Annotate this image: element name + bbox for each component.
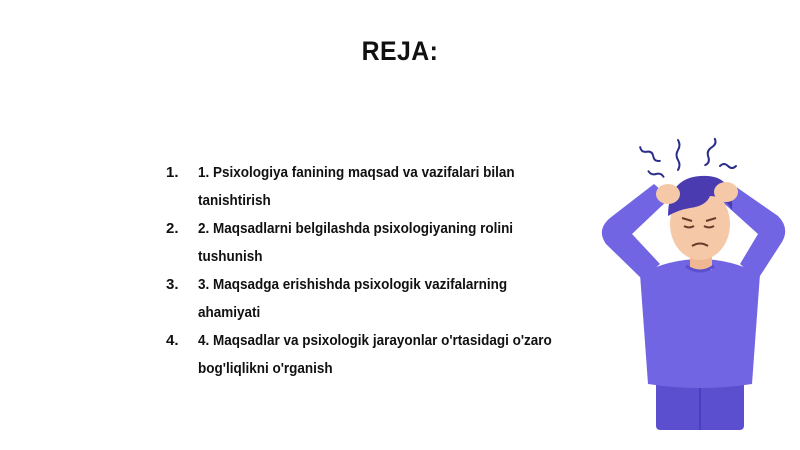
list-item	[166, 271, 606, 327]
list-item-text: 3. Maqsadga erishishda psixologik vazifalarning ahamiyati	[198, 276, 508, 321]
stress-lines-icon	[639, 138, 736, 178]
list-item-text: 4. Maqsadlar va psixologik jarayonlar o'rtasidagi o'zaro bog'liqlikni o'rganish	[198, 332, 552, 377]
list-item-number: 1.	[166, 164, 179, 181]
slide-title: REJA:	[361, 36, 439, 66]
list-item-number: 2.	[166, 220, 179, 237]
plan-list	[166, 159, 606, 383]
list-item-number: 4.	[166, 332, 179, 349]
stressed-person-illustration	[598, 134, 788, 430]
list-item-number: 3.	[166, 276, 179, 293]
list-item-text: 2. Maqsadlarni belgilashda psixologiyaning rolini tushunish	[198, 220, 514, 265]
list-item	[166, 327, 606, 383]
list-item	[166, 215, 606, 271]
list-item	[166, 159, 606, 215]
list-item-text: 1. Psixologiya fanining maqsad va vazifalari bilan tanishtirish	[198, 164, 515, 209]
